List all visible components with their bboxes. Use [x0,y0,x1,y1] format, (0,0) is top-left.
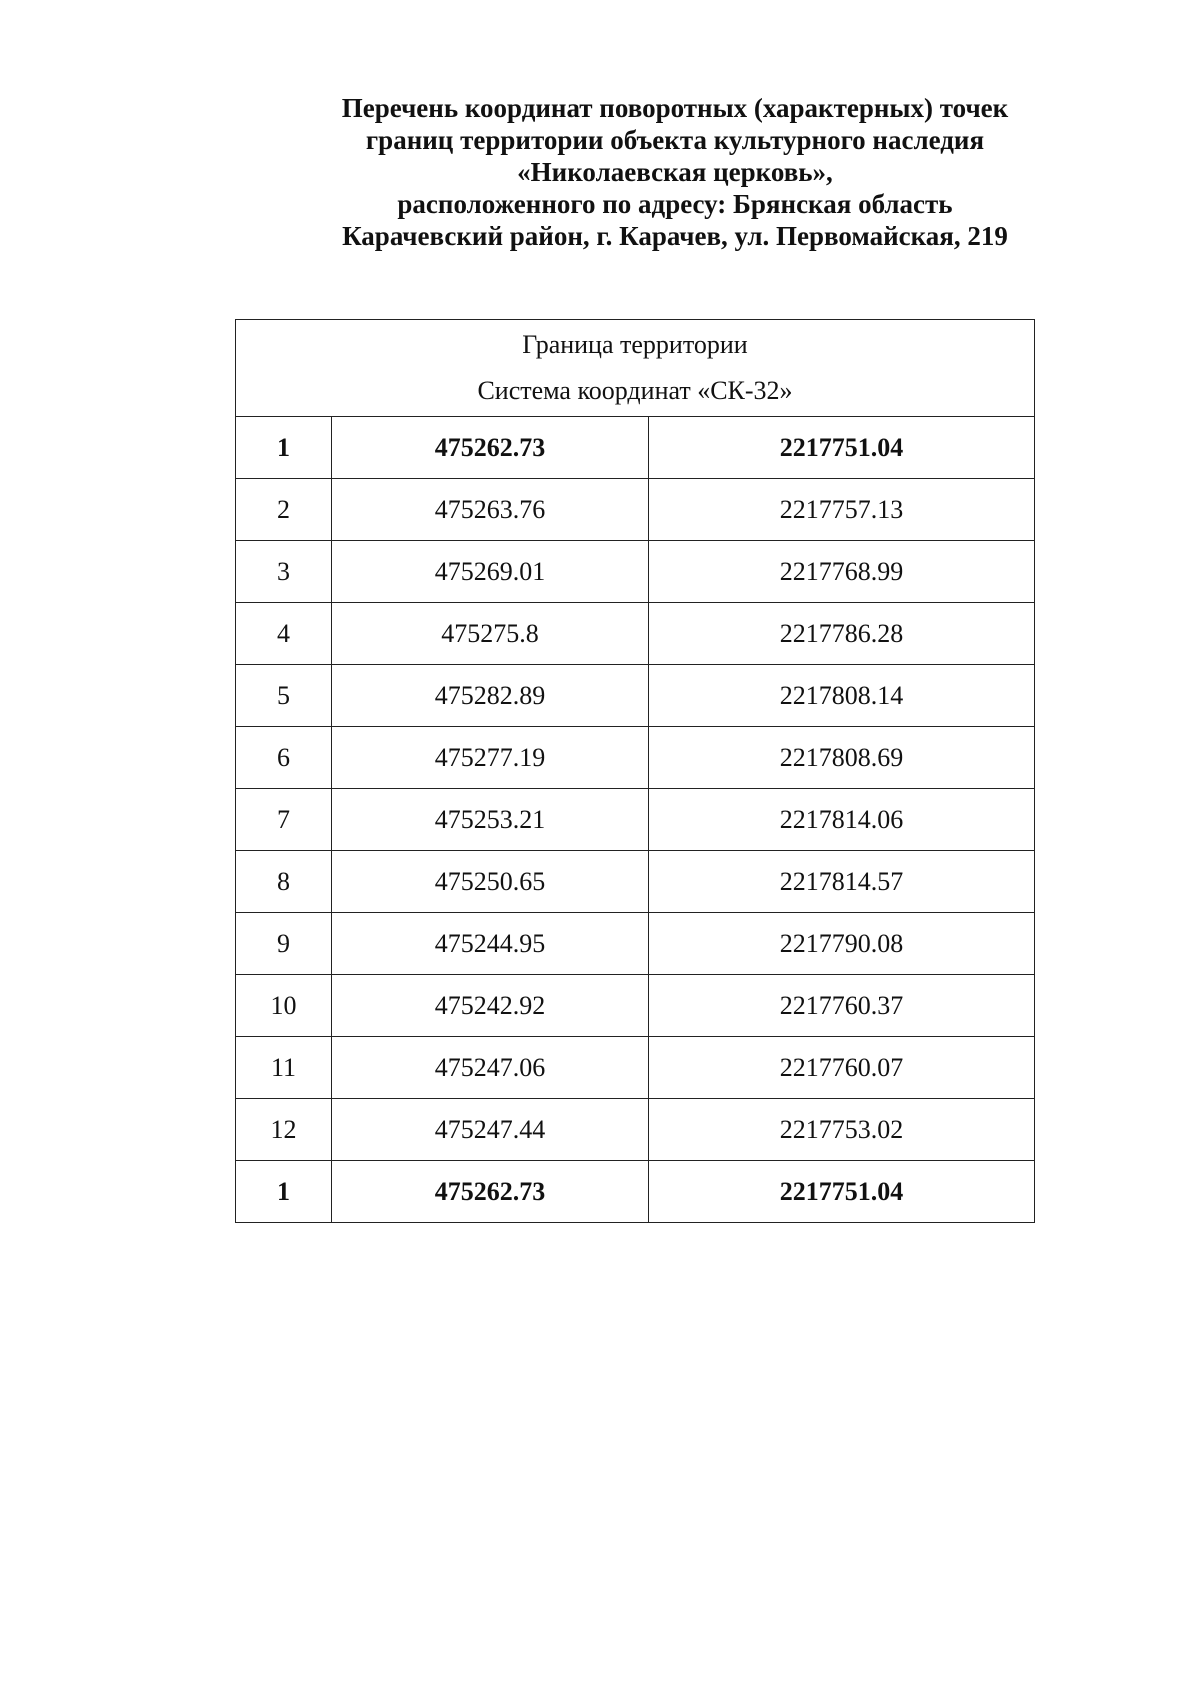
table-header-row [236,320,1035,417]
title-line: расположенного по адресу: Брянская область [397,189,953,219]
x-coordinate-cell: 475250.65 [332,851,649,913]
y-coordinate-cell: 2217760.37 [649,975,1035,1037]
point-number-cell: 10 [236,975,332,1037]
title-line: «Николаевская церковь», [517,157,833,187]
document-title [280,92,1070,252]
y-coordinate-cell: 2217753.02 [649,1099,1035,1161]
y-coordinate-cell: 2217808.69 [649,727,1035,789]
table-row [236,789,1035,851]
point-number-cell: 6 [236,727,332,789]
y-coordinate-cell: 2217757.13 [649,479,1035,541]
y-coordinate-cell: 2217751.04 [649,1161,1035,1223]
x-coordinate-cell: 475262.73 [332,417,649,479]
point-number-cell: 11 [236,1037,332,1099]
table-row [236,1161,1035,1223]
table-row [236,913,1035,975]
table-row [236,1099,1035,1161]
x-coordinate-cell: 475263.76 [332,479,649,541]
x-coordinate-cell: 475247.44 [332,1099,649,1161]
table-row [236,479,1035,541]
table-row [236,541,1035,603]
table-row [236,417,1035,479]
y-coordinate-cell: 2217814.57 [649,851,1035,913]
table-row [236,665,1035,727]
table-row [236,975,1035,1037]
point-number-cell: 3 [236,541,332,603]
point-number-cell: 8 [236,851,332,913]
title-line: Перечень координат поворотных (характерных) точек [341,93,1009,123]
point-number-cell: 9 [236,913,332,975]
point-number-cell: 2 [236,479,332,541]
table-row [236,1037,1035,1099]
y-coordinate-cell: 2217768.99 [649,541,1035,603]
x-coordinate-cell: 475282.89 [332,665,649,727]
x-coordinate-cell: 475277.19 [332,727,649,789]
x-coordinate-cell: 475242.92 [332,975,649,1037]
table-row [236,851,1035,913]
x-coordinate-cell: 475244.95 [332,913,649,975]
coordinate-system-header: Система координат «СК-32» [477,376,793,405]
point-number-cell: 7 [236,789,332,851]
point-number-cell: 1 [236,1161,332,1223]
title-line: Карачевский район, г. Карачев, ул. Первомайская, 219 [342,221,1008,251]
x-coordinate-cell: 475269.01 [332,541,649,603]
table-header-cell [236,320,1035,417]
boundary-header: Граница территории [522,330,748,359]
y-coordinate-cell: 2217808.14 [649,665,1035,727]
x-coordinate-cell: 475253.21 [332,789,649,851]
x-coordinate-cell: 475247.06 [332,1037,649,1099]
point-number-cell: 1 [236,417,332,479]
y-coordinate-cell: 2217790.08 [649,913,1035,975]
point-number-cell: 12 [236,1099,332,1161]
table-row [236,727,1035,789]
coordinates-table [235,319,1035,1223]
y-coordinate-cell: 2217751.04 [649,417,1035,479]
point-number-cell: 4 [236,603,332,665]
x-coordinate-cell: 475262.73 [332,1161,649,1223]
y-coordinate-cell: 2217786.28 [649,603,1035,665]
point-number-cell: 5 [236,665,332,727]
title-line: границ территории объекта культурного наследия [365,125,985,155]
y-coordinate-cell: 2217814.06 [649,789,1035,851]
coordinates-table-body [236,320,1035,1223]
y-coordinate-cell: 2217760.07 [649,1037,1035,1099]
table-row [236,603,1035,665]
x-coordinate-cell: 475275.8 [332,603,649,665]
